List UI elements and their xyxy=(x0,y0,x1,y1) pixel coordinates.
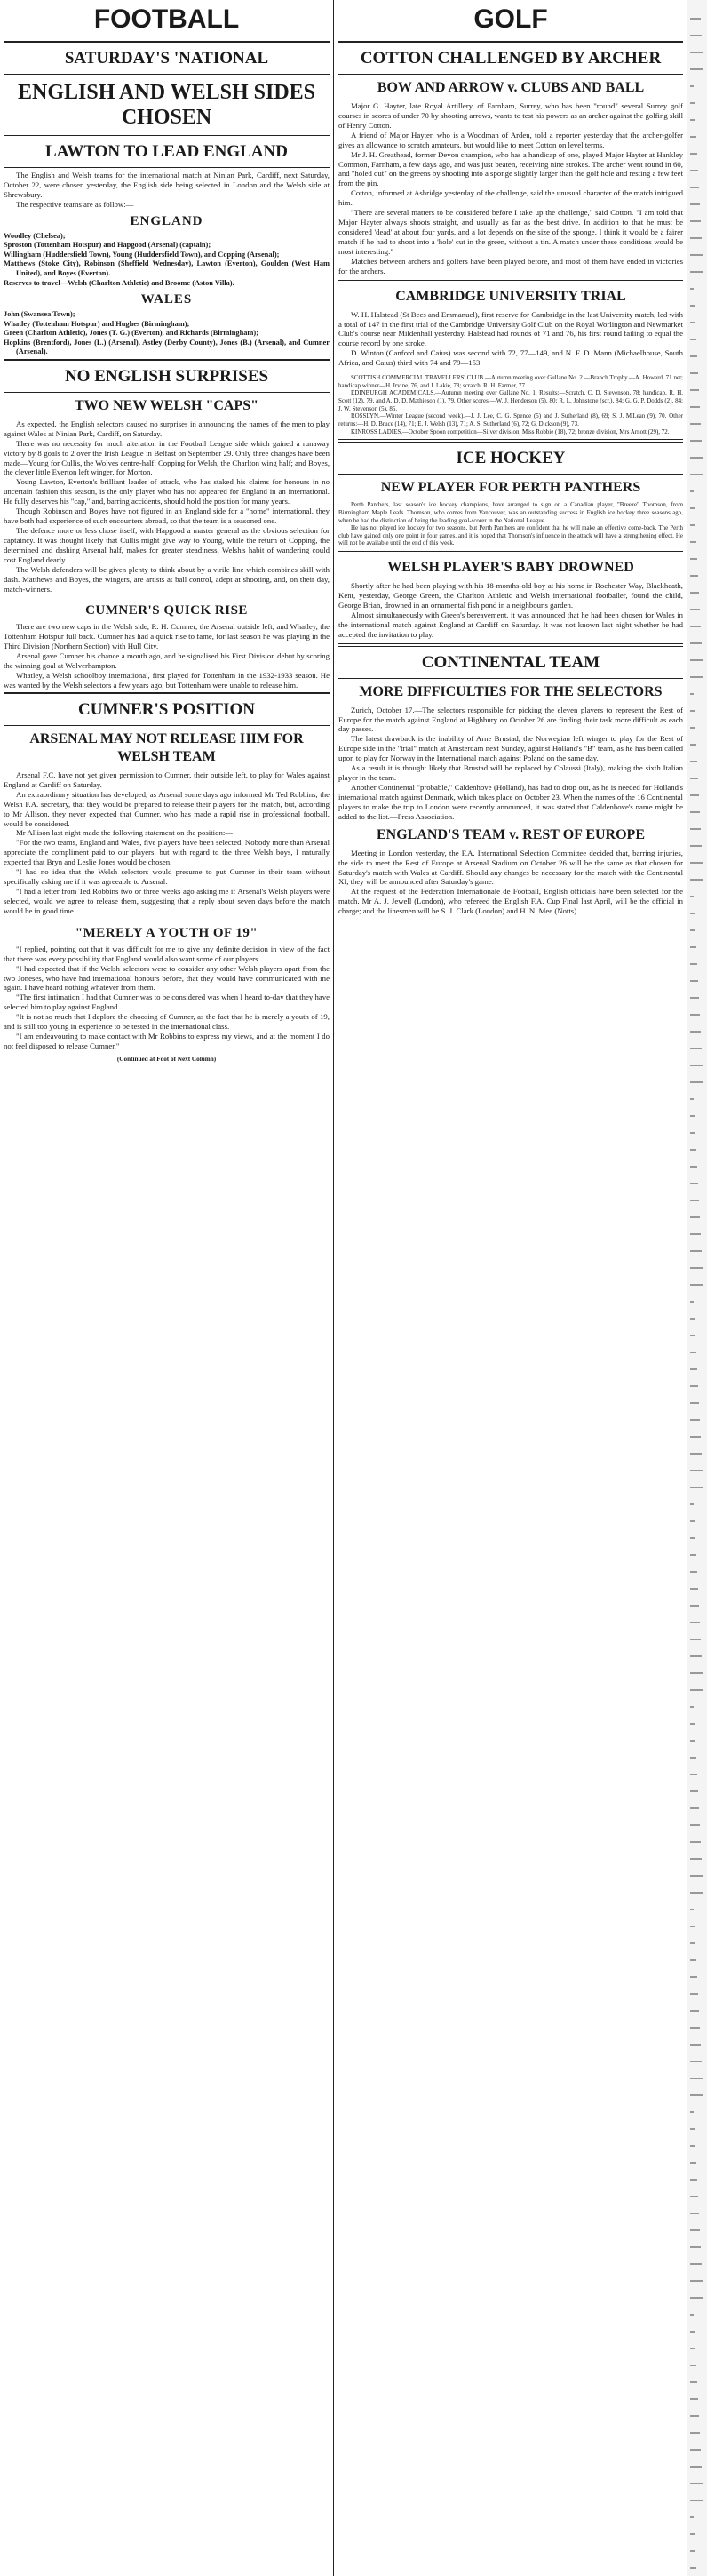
cut-off-text-mark xyxy=(690,2449,701,2451)
cut-off-text-mark xyxy=(690,2044,701,2046)
cut-off-text-mark xyxy=(690,1014,700,1016)
cut-off-text-mark xyxy=(690,2179,697,2181)
surprises-paragraph: The defence more or less chose itself, with Hapgood a master general as the obvious selection for captaincy. It was thought likely that Cullis might give way to Young, while the return of Copping, the determined and dashing Arsenal half, makes for greater steadiness. Welsh's habit of wandering could cost England dearly. xyxy=(4,526,330,564)
cut-off-text-mark xyxy=(690,541,696,543)
wales-team-line: Green (Charlton Athletic), Jones (T. G.) (Everton), and Richards (Birmingham); xyxy=(4,329,258,338)
cut-off-text-mark xyxy=(690,896,694,897)
cut-off-text-mark xyxy=(690,170,698,171)
wales-team-line: John (Swansea Town); xyxy=(4,310,75,319)
cut-off-text-mark xyxy=(690,1402,699,1404)
sides-chosen-headline: ENGLISH AND WELSH SIDES CHOSEN xyxy=(17,81,315,129)
england-team-label: ENGLAND xyxy=(130,213,203,228)
cut-off-text-mark xyxy=(690,220,701,222)
arsenal-paragraph: "For the two teams, England and Wales, five players have been selected. Nobody more than Arsenal appreciate the compliment paid to our players, but with regard to the three Welsh boys, I naturally expected that Bryn and Leslie Jones would be chosen. xyxy=(4,838,330,867)
cut-off-text-mark xyxy=(690,1487,703,1488)
club-results-paragraph: SCOTTISH COMMERCIAL TRAVELLERS' CLUB.—Autumn meeting over Gullane No. 2.—Branch Trophy.—A. Howard, 71 net; handicap winner—H. Irvine, 76, and J. Lakie, 78; scratch, R. H. Farmer, 77. xyxy=(338,374,683,389)
cut-off-text-mark xyxy=(690,18,701,20)
section-rule xyxy=(4,135,330,136)
cut-off-text-mark xyxy=(690,1942,695,1944)
cut-off-text-mark xyxy=(690,1790,698,1792)
youth-of-19-subhead: "MERELY A YOUTH OF 19" xyxy=(75,925,258,940)
section-rule xyxy=(338,643,683,647)
lawton-headline: LAWTON TO LEAD ENGLAND xyxy=(45,142,288,161)
cut-off-text-mark xyxy=(690,423,701,425)
cut-off-text-mark xyxy=(690,440,702,442)
section-rule xyxy=(4,41,330,43)
cut-off-text-mark xyxy=(690,2314,694,2316)
cut-off-text-mark xyxy=(690,1858,702,1860)
cut-off-text-mark xyxy=(690,1301,694,1303)
cut-off-text-mark xyxy=(690,1892,703,1894)
ice-hockey-paragraph: Perth Panthers, last season's ice hockey champions, have arranged to sign on a Canadian player, "Breeze" Thomson, from Birmingham Maple Leafs. Thomson, who comes from Vancouver, was an outstanding success in English ice hockey three seasons ago, when he had the distinction of being the leading goal-scorer in the National League. xyxy=(338,501,683,524)
surprises-paragraph: Young Lawton, Everton's brilliant leader of attack, who has staked his claims for honours in no uncertain fashion this season, is the only player who has not appeared for England in an international. He fully deserves his "cap," and, barring accidents, should hold the position for many years. xyxy=(4,477,330,506)
cut-off-text-mark xyxy=(690,592,699,594)
cumner-rise-paragraph: Arsenal gave Cumner his chance a month ago, and he signalised his First Division debut by scoring the winning goal at Wolverhampton. xyxy=(4,651,330,671)
cut-off-text-mark xyxy=(690,1115,695,1117)
youth-paragraph: "I had expected that if the Welsh selectors were to consider any other Welsh players apart from the two Joneses, who have had international honours before, that they would have communicated with me again. I have heard nothing whatever from them. xyxy=(4,963,330,993)
cut-off-text-mark xyxy=(690,2145,695,2147)
cut-off-text-mark xyxy=(690,1098,694,1100)
cut-off-text-mark xyxy=(690,457,703,459)
bow-and-arrow-headline: BOW AND ARROW v. CLUBS AND BALL xyxy=(377,80,645,95)
cut-off-text-mark xyxy=(690,946,696,948)
cut-off-text-mark xyxy=(690,2027,700,2029)
cut-off-text-mark xyxy=(690,2061,702,2062)
cut-off-text-mark xyxy=(690,778,698,779)
cut-off-text-mark xyxy=(690,929,695,931)
cut-off-text-mark xyxy=(690,254,703,256)
cut-off-text-mark xyxy=(690,2398,698,2400)
cut-off-text-mark xyxy=(690,2111,694,2113)
selectors-difficulties-headline: MORE DIFFICULTIES FOR THE SELECTORS xyxy=(359,683,663,699)
cut-off-text-mark xyxy=(690,2213,699,2214)
continental-paragraph: The latest drawback is the inability of Arne Brustad, the Norwegian left winger to play for the Rest of Europe side in the "trial" match at Amsterdam next Sunday, against Holland's "B" team, as he has been called upon to play for Norway in the International match against Poland on the same day. xyxy=(338,734,683,763)
section-rule xyxy=(338,439,683,443)
cut-off-text-mark xyxy=(690,355,697,357)
cambridge-paragraph: W. H. Halstead (St Bees and Emmanuel), first reserve for Cambridge in the last University match, led with a total of 147 in the first trial of the Cambridge University Golf Club on the Royal Worlington and Newmarket Club's course near Mildenhall yesterday. Halstead had rounds of 71 and 76, his first round failing to equal the course record by one stroke. xyxy=(338,309,683,348)
arsenal-paragraph: "I had a letter from Ted Robbins two or three weeks ago asking me if Arsenal's Welsh players were selected, would we agree to release them, suggesting that a reply about seven days before the match would be in good time. xyxy=(4,886,330,915)
cut-off-text-mark xyxy=(690,2229,700,2231)
golf-paragraph: Matches between archers and golfers have been played before, and most of them have ended in victories for the archers. xyxy=(338,256,683,275)
cut-off-text-mark xyxy=(690,203,700,205)
cut-off-text-mark xyxy=(690,474,703,475)
cut-off-text-mark xyxy=(690,558,697,560)
cut-off-text-mark xyxy=(690,744,696,746)
cut-off-text-mark xyxy=(690,1926,695,1927)
cut-off-text-mark xyxy=(690,1689,703,1691)
golf-paragraph: Major G. Hayter, late Royal Artillery, of Farnham, Surrey, who has been "round" several Surrey golf courses in scores of under 70 by shooting arrows, wants to test his powers as an archer against the golfing skill of Henry Cotton. xyxy=(338,101,683,130)
section-rule xyxy=(4,74,330,75)
cumner-position-headline: CUMNER'S POSITION xyxy=(78,699,255,719)
cut-off-text-mark xyxy=(690,1875,703,1877)
baby-drowned-headline: WELSH PLAYER'S BABY DROWNED xyxy=(387,560,634,576)
cut-off-text-mark xyxy=(690,2533,695,2535)
continental-paragraph: As a result it is thought likely that Brustad will be replaced by Colaussi (Italy), making the sixth Italian player in the team. xyxy=(338,763,683,783)
cut-off-text-mark xyxy=(690,963,697,965)
cut-off-text-mark xyxy=(690,659,703,661)
section-rule xyxy=(338,474,683,475)
cut-off-text-mark xyxy=(690,1250,702,1252)
cut-off-text-mark xyxy=(690,1503,694,1505)
cut-off-text-mark xyxy=(690,2331,695,2333)
cut-off-text-mark xyxy=(690,1993,698,1995)
cut-off-text-mark xyxy=(690,2483,703,2484)
cut-off-text-mark xyxy=(690,1183,698,1184)
section-rule xyxy=(338,678,683,679)
cut-off-text-mark xyxy=(690,2196,698,2197)
cut-off-text-mark xyxy=(690,1976,697,1978)
cut-off-text-mark xyxy=(690,2567,696,2569)
cut-off-text-mark xyxy=(690,2365,696,2366)
cut-off-text-mark xyxy=(690,879,703,881)
cut-off-text-mark xyxy=(690,102,695,104)
cut-off-text-mark xyxy=(690,1655,702,1657)
cut-off-text-mark xyxy=(690,2094,703,2096)
cut-off-text-mark xyxy=(690,1149,696,1151)
cut-off-text-mark xyxy=(690,507,695,509)
intro-paragraph: The English and Welsh teams for the international match at Ninian Park, Cardiff, next Saturday, October 22, were chosen yesterday, the English side being selected in London and the Welsh side at Shrewsbury. xyxy=(4,171,330,199)
section-rule xyxy=(338,41,683,43)
cut-off-text-mark xyxy=(690,490,694,492)
cambridge-trial-headline: CAMBRIDGE UNIVERSITY TRIAL xyxy=(395,288,626,304)
cut-off-text-mark xyxy=(690,642,702,644)
continued-notice: (Continued at Foot of Next Column) xyxy=(116,1055,217,1063)
cut-off-text-mark xyxy=(690,1740,695,1742)
cut-off-text-mark xyxy=(690,2415,699,2417)
youth-paragraph: "It is not so much that I deplore the choosing of Cumner, as the fact that he is merely a youth of 19, and is still too young in experience to be tested in the international class. xyxy=(4,1012,330,1032)
cut-off-text-mark xyxy=(690,609,700,610)
cut-off-text-mark xyxy=(690,1200,699,1201)
cut-off-text-mark xyxy=(690,676,703,678)
youth-paragraph: "The first intimation I had that Cumner was to be considered was when I heard to-day that they have selected him to play against England. xyxy=(4,993,330,1012)
cumner-quick-rise-subhead: CUMNER'S QUICK RISE xyxy=(85,603,248,618)
cut-off-text-mark xyxy=(690,2500,703,2501)
no-english-surprises-headline: NO ENGLISH SURPRISES xyxy=(64,366,269,386)
cut-off-text-mark xyxy=(690,52,703,53)
cut-off-text-mark xyxy=(690,2381,697,2383)
section-rule xyxy=(4,692,330,694)
club-results-paragraph: KINROSS LADIES.—October Spoon competition—Silver division, Miss Robbie (18), 72; bronze division, Mrs Arnott (29), 72. xyxy=(351,427,670,435)
cut-off-text-mark xyxy=(690,1639,701,1640)
cut-off-text-mark xyxy=(690,2466,702,2468)
cut-off-text-mark xyxy=(690,1132,695,1134)
cut-off-text-mark xyxy=(690,1554,696,1556)
continental-paragraph: Zurich, October 17.—The selectors responsible for picking the eleven players to represent the Rest of Europe for the match against England at Highbury on October 26 are finding their task more difficult as each day passes. xyxy=(338,705,683,734)
cut-off-text-mark xyxy=(690,1824,700,1826)
cut-off-text-mark xyxy=(690,1031,701,1033)
wales-team-line: Whatley (Tottenham Hotspur) and Hughes (Birmingham); xyxy=(4,319,190,328)
arsenal-paragraph: "I had no idea that the Welsh selectors would presume to put Cumner in their team without specifically asking me if it was agreeable to Arsenal. xyxy=(4,867,330,887)
surprises-paragraph: As expected, the English selectors caused no surprises in announcing the names of the men to play against Wales at Ninian Park, Cardiff, on Saturday. xyxy=(4,419,330,438)
ice-hockey-paragraph: He has not played ice hockey for two seasons, but Perth Panthers are confident that he will make an effective come-back. The Perth club have gained only one point in four games, and it is hoped that Thomson's influence in the attack will have a strengthening effect. He will not be available until the end of this week. xyxy=(338,524,683,547)
cut-off-text-mark xyxy=(690,1368,697,1370)
cut-off-text-mark xyxy=(690,389,699,391)
golf-paragraph: Cotton, informed at Ashridge yesterday of the challenge, said the unusual character of the match intrigued him. xyxy=(338,188,683,208)
golf-section-title: GOLF xyxy=(473,4,548,34)
club-results-paragraph: EDINBURGH ACADEMICALS.—Autumn meeting over Gullane No. 1. Results:—Scratch, C. D. Stevenson, 78; handicap, R. H. Scott (12), 79, and A. D. D. Mathieson (1), 79. Other scores:—W. J. Henderson (5), 80; R. L. Johnstone (scr.), 84; G. G. P. Dodds (2), 84; J. W. Stevenson (5), 85. xyxy=(338,389,683,412)
cut-off-text-mark xyxy=(690,2550,695,2552)
cut-off-text-mark xyxy=(690,68,703,70)
cut-off-text-mark xyxy=(690,1723,695,1725)
cut-off-text-mark xyxy=(690,1352,696,1353)
arsenal-release-headline: ARSENAL MAY NOT RELEASE HIM FOR WELSH TEAM xyxy=(29,730,304,764)
cut-off-text-mark xyxy=(690,1065,703,1066)
cut-off-text-mark xyxy=(690,406,700,408)
adjacent-column-strip xyxy=(687,0,707,2576)
cut-off-text-mark xyxy=(690,693,694,695)
cut-off-text-mark xyxy=(690,1470,703,1471)
left-column xyxy=(4,0,330,2576)
cut-off-text-mark xyxy=(690,35,702,36)
section-rule xyxy=(338,551,683,554)
cut-off-text-mark xyxy=(690,761,697,762)
cut-off-text-mark xyxy=(690,2263,702,2265)
cut-off-text-mark xyxy=(690,1166,697,1168)
column-rule xyxy=(333,0,334,2576)
cut-off-text-mark xyxy=(690,1672,703,1674)
cut-off-text-mark xyxy=(690,862,703,864)
cut-off-text-mark xyxy=(690,727,695,729)
cut-off-text-mark xyxy=(690,1284,703,1286)
wales-team-line: Hopkins (Brentford), Jones (L.) (Arsenal), Astley (Derby County), Jones (B.) (Arsenal), and Cumner (Arsenal). xyxy=(4,338,330,356)
cumner-rise-paragraph: Whatley, a Welsh schoolboy international, first played for Tottenham in the 1932-1933 season. He was wanted by the Welsh selectors a few years ago, but Tottenham were unable to release him. xyxy=(4,671,330,690)
cambridge-paragraph: D. Winton (Canford and Caius) was second with 72, 77—149, and N. F. D. Mann (Michaelhouse, South Africa, and Caius) third with 74 and 79—153. xyxy=(338,348,683,368)
baby-drowned-paragraph: Almost simultaneously with Green's bereavement, it was announced that he had been chosen for Wales in the international match against England at Cardiff on Saturday. It was not known last night whether he had accepted the invitation to play. xyxy=(338,610,683,639)
england-v-rest-of-europe-subhead: ENGLAND'S TEAM v. REST OF EUROPE xyxy=(377,826,645,842)
cut-off-text-mark xyxy=(690,997,699,999)
cut-off-text-mark xyxy=(690,828,701,830)
cut-off-text-mark xyxy=(690,1959,696,1961)
perth-panthers-headline: NEW PLAYER FOR PERTH PANTHERS xyxy=(380,480,641,496)
arsenal-paragraph: An extraordinary situation has developed, as Arsenal some days ago informed Mr Ted Robbins, the Welsh F.A. secretary, that they would be prepared to release their players for the match, but, according to Mr Allison, they never expected that Cumner, who has made a rapid rise in professional football, would be considered. xyxy=(4,789,330,828)
cut-off-text-mark xyxy=(690,2348,695,2349)
england-team-line: Willingham (Huddersfield Town), Young (Huddersfield Town), and Copping (Arsenal); xyxy=(4,250,280,259)
rest-of-europe-paragraph: Meeting in London yesterday, the F.A. International Selection Committee decided that, barring injuries, the side to meet the Rest of Europe at Arsenal Stadium on October 26 will be the same as that chosen for Saturday's match with Wales at Cardiff. Should any changes be necessary for the match with the Continental XI, they will be announced after Saturday's game. xyxy=(338,848,683,887)
cut-off-text-mark xyxy=(690,1233,701,1235)
section-rule xyxy=(4,167,330,168)
cut-off-text-mark xyxy=(690,1453,702,1455)
cut-off-text-mark xyxy=(690,1774,697,1775)
football-section-title: FOOTBALL xyxy=(93,4,240,34)
section-rule xyxy=(4,725,330,726)
england-team-line: Reserves to travel—Welsh (Charlton Athletic) and Broome (Aston Villa). xyxy=(4,278,234,287)
cut-off-text-mark xyxy=(690,1706,694,1708)
cut-off-text-mark xyxy=(690,913,695,914)
cut-off-text-mark xyxy=(690,1436,701,1438)
continental-paragraph: Another Continental "probable," Caldenhove (Holland), has had to drop out, as he is needed for Holland's international match against Denmark, which takes place on October 23. When the names of the 16 Continental players to make the trip to London were recently announced, it was stated that Caldenhove's name might be added to the list.—Press Association. xyxy=(338,783,683,821)
cut-off-text-mark xyxy=(690,1588,698,1590)
cut-off-text-mark xyxy=(690,1537,695,1539)
surprises-paragraph: There was no necessity for much alteration in the Football League side which gained a runaway victory by 8 goals to 2 over the Irish League in Belfast on September 29. Only three changes have been made—Young for Cullis, the Wolves centre-half; Copping for Welsh, the Charlton wing half; and Boyes, the clever little Everton left winger, for Morton. xyxy=(4,438,330,477)
cut-off-text-mark xyxy=(690,1318,695,1320)
cut-off-text-mark xyxy=(690,2246,701,2248)
continental-team-section-title: CONTINENTAL TEAM xyxy=(421,652,600,672)
cut-off-text-mark xyxy=(690,187,699,188)
cut-off-text-mark xyxy=(690,136,696,138)
cut-off-text-mark xyxy=(690,1385,698,1387)
golf-paragraph: A friend of Major Hayter, who is a Woodman of Arden, told a reporter yesterday that the archer-golfer gives an allowance to scratch amateurs, but would like to meet Cotton on level terms. xyxy=(338,130,683,149)
cut-off-text-mark xyxy=(690,271,703,273)
rest-of-europe-paragraph: At the request of the Federation Internationale de Football, English officials have been selected for the match. Mr A. J. Jewell (London), who refereed the English F.A. Cup Final last April, will be the official in charge; and the linesmen will be S. J. Clark (London) and H. N. Mee (Notts). xyxy=(338,887,683,916)
golf-paragraph: Mr J. H. Greathead, former Devon champion, who has a handicap of one, played Major Hayter at Hankley Common, Farnham, a few days ago, and was just beaten, receiving nine strokes. The archer went round in 60, and "holed out" on the greens by shooting into a sponge slightly larger than the golf hole and resting a few feet from the pin. xyxy=(338,149,683,188)
cut-off-text-mark xyxy=(690,811,700,813)
cut-off-text-mark xyxy=(690,710,695,712)
cut-off-text-mark xyxy=(690,1267,703,1269)
cotton-challenged-headline: COTTON CHALLENGED BY ARCHER xyxy=(360,49,662,68)
cut-off-text-mark xyxy=(690,1909,694,1910)
england-team-line: Sproston (Tottenham Hotspur) and Hapgood (Arsenal) (captain); xyxy=(4,241,211,250)
cut-off-text-mark xyxy=(690,1807,699,1809)
youth-paragraph: "I am endeavouring to make contact with Mr Robbins to express my views, and at the moment I do not feel disposed to release Cumner." xyxy=(4,1032,330,1050)
cut-off-text-mark xyxy=(690,1757,696,1759)
cut-off-text-mark xyxy=(690,1081,703,1083)
cut-off-text-mark xyxy=(690,845,702,847)
cumner-rise-paragraph: There are two new caps in the Welsh side, R. H. Cumner, the Arsenal outside left, and Whatley, the Tottenham Hotspur full back. Cumner has had a quick rise to fame, for last season he was playing in the Third Division (Northern Section) with Hull City. xyxy=(4,622,330,651)
cut-off-text-mark xyxy=(690,119,695,121)
cut-off-text-mark xyxy=(690,2128,695,2130)
cut-off-text-mark xyxy=(690,2516,694,2518)
cut-off-text-mark xyxy=(690,1571,697,1573)
cut-off-text-mark xyxy=(690,339,696,340)
surprises-paragraph: The Welsh defenders will be given plenty to think about by a virile line which combines skill with dash. Matthews and Boyes, the wingers, are artists at ball control, adept at shooting, and, on their day, match-winners. xyxy=(4,564,330,594)
cut-off-text-mark xyxy=(690,575,698,577)
cut-off-text-mark xyxy=(690,1605,699,1607)
cut-off-text-mark xyxy=(690,322,695,323)
wales-team-label: WALES xyxy=(140,292,193,307)
cut-off-text-mark xyxy=(690,794,699,796)
cut-off-text-mark xyxy=(690,524,695,526)
cut-off-text-mark xyxy=(690,2162,696,2164)
saturdays-national-headline: SATURDAY'S 'NATIONAL xyxy=(64,49,269,68)
cut-off-text-mark xyxy=(690,1841,701,1843)
golf-paragraph: "There are several matters to be considered before I take up the challenge," said Cotton. "I am told that Major Hayter always shoots straight, and usually as far as the best drive. In addition to that he must be considered 'dead' at about four yards, and a lot depends on the size of the sponge. I think it would be a fairer match if he had to shoot into a 'hole' cut in the green, without a tin. A match under these conditions would be most interesting." xyxy=(338,208,683,256)
cut-off-text-mark xyxy=(690,1335,695,1336)
cut-off-text-mark xyxy=(690,980,698,982)
new-welsh-caps-headline: TWO NEW WELSH "CAPS" xyxy=(75,397,258,413)
surprises-paragraph: Though Robinson and Boyes have not figured in an England side for a "home" international, they have both had experience of such encounters abroad, so that the team is a seasoned one. xyxy=(4,506,330,526)
cut-off-text-mark xyxy=(690,1048,702,1049)
england-team-line: Woodley (Chelsea); xyxy=(4,231,66,240)
cut-off-text-mark xyxy=(690,372,698,374)
right-column xyxy=(338,0,683,2576)
cut-off-text-mark xyxy=(690,2297,703,2299)
club-results-paragraph: ROSSLYN.—Winter League (second week).—J. J. Lee, C. G. Spence (5) and J. Sutherland (8), 69; S. J. M'Lean (9), 70. Other returns:—H. D. Bruce (14), 71; E. J. Welsh (13), 71; A. S. Sutherland (6), 72; G. Dickson (9), 73. xyxy=(338,412,683,427)
cut-off-text-mark xyxy=(690,288,694,290)
ice-hockey-section-title: ICE HOCKEY xyxy=(456,449,566,468)
arsenal-paragraph: Mr Allison last night made the following statement on the position:— xyxy=(16,828,234,838)
cut-off-text-mark xyxy=(690,626,701,627)
england-team-line: Matthews (Stoke City), Robinson (Sheffield Wednesday), Lawton (Everton), Goulden (West Ham United), and Boyes (Everton). xyxy=(4,259,330,277)
cut-off-text-mark xyxy=(690,237,702,239)
intro-paragraph: The respective teams are as follow:— xyxy=(16,199,134,209)
cut-off-text-mark xyxy=(690,2280,703,2282)
section-rule xyxy=(4,359,330,361)
baby-drowned-paragraph: Shortly after he had been playing with his 18-months-old boy at his home in Rochester Way, Blackheath, Kent, yesterday, George Green, the Charlton Athletic and Welsh international footballer, found the child, George Brian, drowned in an ornamental fish pond in a neighbour's garden. xyxy=(338,581,683,610)
cut-off-text-mark xyxy=(690,1520,695,1522)
section-rule xyxy=(338,280,683,283)
section-rule xyxy=(4,392,330,393)
cut-off-text-mark xyxy=(690,1216,700,1218)
cut-off-text-mark xyxy=(690,153,697,155)
cut-off-text-mark xyxy=(690,1419,700,1421)
cut-off-text-mark xyxy=(690,2078,703,2079)
section-rule xyxy=(338,74,683,75)
cut-off-text-mark xyxy=(690,2010,699,2012)
arsenal-paragraph: Arsenal F.C. have not yet given permission to Cumner, their outside left, to play for Wales against England at Cardiff on Saturday. xyxy=(4,770,330,789)
cut-off-text-mark xyxy=(690,305,695,307)
youth-paragraph: "I replied, pointing out that it was difficult for me to give any definite decision in view of the fact that there was every possibility that England would also want some of our players. xyxy=(4,944,330,963)
cut-off-text-mark xyxy=(690,1622,700,1623)
cut-off-text-mark xyxy=(690,2432,700,2434)
cut-off-text-mark xyxy=(690,85,694,87)
